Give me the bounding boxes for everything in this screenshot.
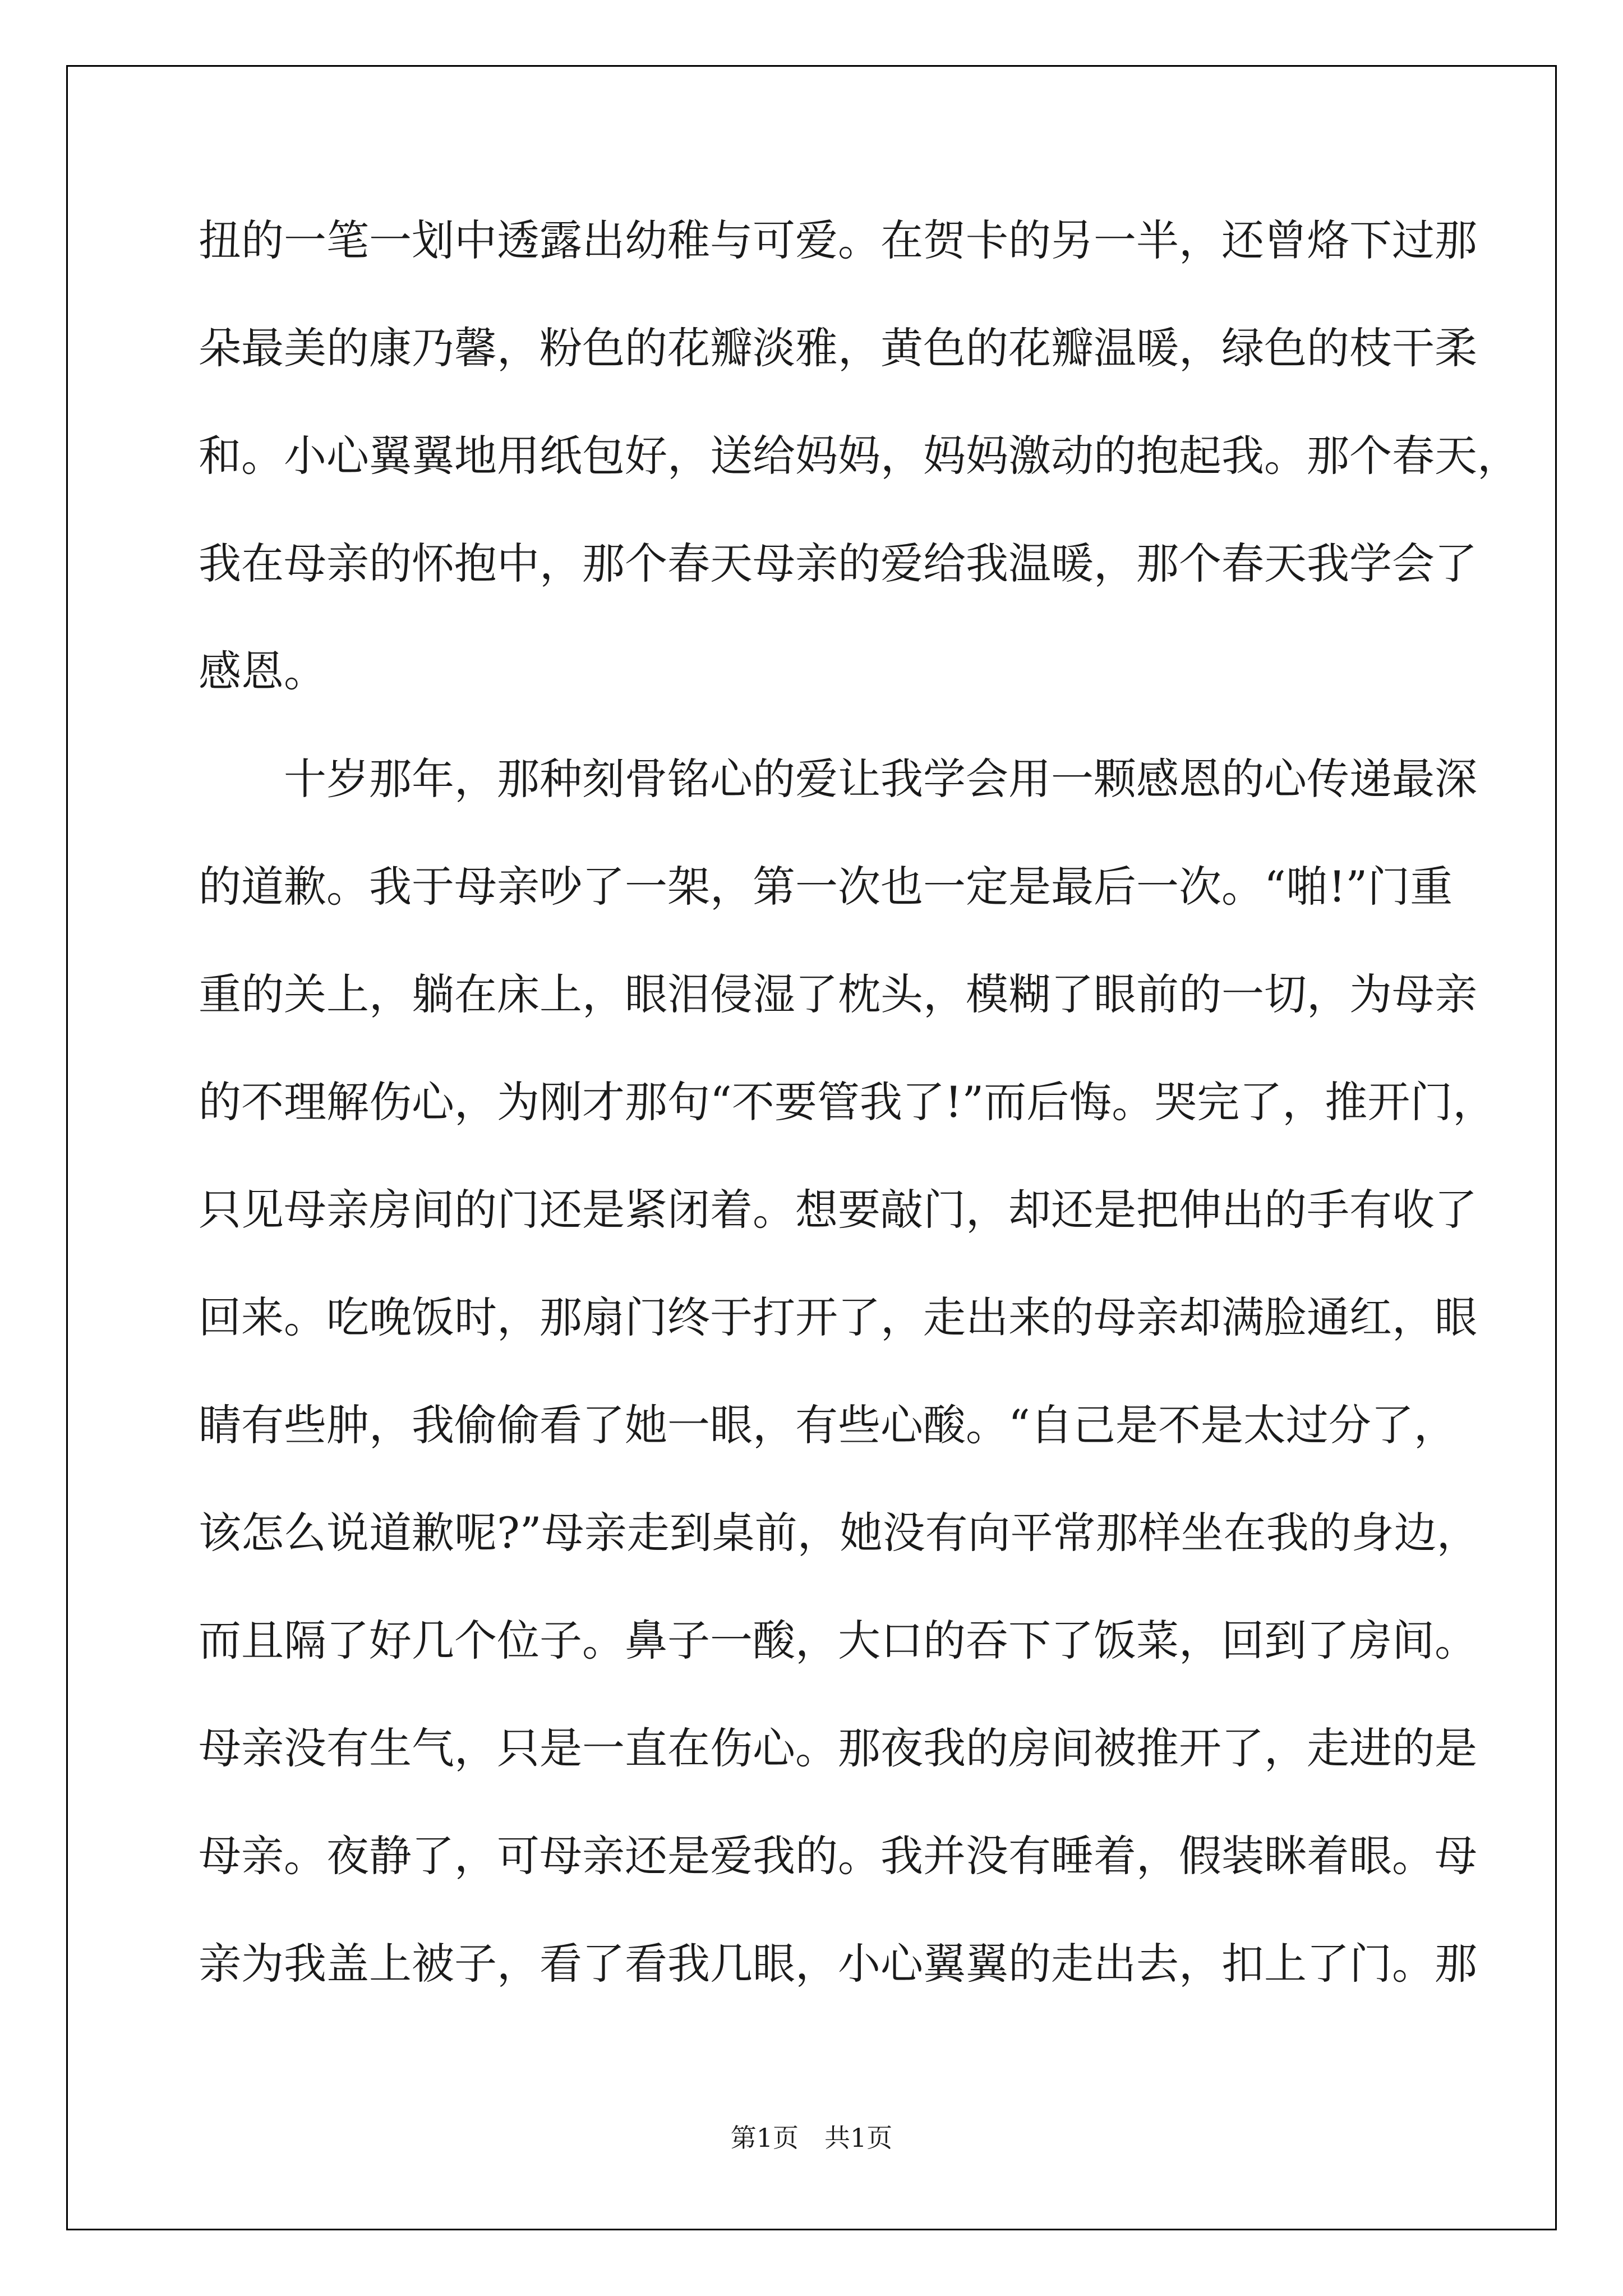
text-line: 感恩。 — [199, 646, 326, 696]
text-line: 母 亲 没 有 生 气 ， 只 是 一 直 在 伤 心 。 那 夜 我 的 房 间 被 推 开 了 ， 走 进 的 是 — [199, 1723, 1477, 1773]
text-line: 只 见 母 亲 房 间 的 门 还 是 紧 闭 着 。 想 要 敲 门 ， 却 还 是 把 伸 出 的 手 有 收 了 — [199, 1185, 1477, 1235]
text-line: 睛 有 些 肿 ， 我 偷 偷 看 了 她 一 眼 ， 有 些 心 酸 。 “ 自 己 是 不 是 太 过 分 了 ， — [199, 1400, 1456, 1450]
text-line: 亲 为 我 盖 上 被 子 ， 看 了 看 我 几 眼 ， 小 心 翼 翼 的 走 出 去 ， 扣 上 了 门 。 那 — [199, 1939, 1477, 1989]
text-line: 的 不 理 解 伤 心 ， 为 刚 才 那 句 “ 不 要 管 我 了 ! ” 而 后 悔 。 哭 完 了 ， 推 开 门 ， — [199, 1077, 1496, 1127]
text-line: 朵 最 美 的 康 乃 馨 ， 粉 色 的 花 瓣 淡 雅 ， 黄 色 的 花 瓣 温 暖 ， 绿 色 的 枝 干 柔 — [199, 323, 1477, 373]
text-line: 十 岁 那 年 ， 那 种 刻 骨 铭 心 的 爱 让 我 学 会 用 一 颗 感 恩 的 心 传 递 最 深 — [284, 754, 1477, 804]
text-line: 的 道 歉 。 我 于 母 亲 吵 了 一 架 ， 第 一 次 也 一 定 是 最 后 一 次 。 “ 啪 ! ” 门 重 — [199, 862, 1453, 912]
text-line: 该 怎 么 说 道 歉 呢 ? ” 母 亲 走 到 桌 前 ， 她 没 有 向 平 常 那 样 坐 在 我 的 身 边 ， — [199, 1508, 1479, 1558]
document-body — [199, 213, 1520, 2044]
text-line: 回 来 。 吃 晚 饭 时 ， 那 扇 门 终 于 打 开 了 ， 走 出 来 的 母 亲 却 满 脸 通 红 ， 眼 — [199, 1292, 1477, 1342]
text-line: 我 在 母 亲 的 怀 抱 中 ， 那 个 春 天 母 亲 的 爱 给 我 温 暖 ， 那 个 春 天 我 学 会 了 — [199, 539, 1477, 588]
text-line: 母 亲 。 夜 静 了 ， 可 母 亲 还 是 爱 我 的 。 我 并 没 有 睡 着 ， 假 装 眯 着 眼 。 母 — [199, 1831, 1477, 1881]
text-line: 重 的 关 上 ， 躺 在 床 上 ， 眼 泪 侵 湿 了 枕 头 ， 模 糊 了 眼 前 的 一 切 ， 为 母 亲 — [199, 969, 1477, 1019]
text-line: 而 且 隔 了 好 几 个 位 子 。 鼻 子 一 酸 ， 大 口 的 吞 下 了 饭 菜 ， 回 到 了 房 间 。 — [199, 1616, 1477, 1665]
text-line: 和 。 小 心 翼 翼 地 用 纸 包 好 ， 送 给 妈 妈 ， 妈 妈 激 动 的 抱 起 我 。 那 个 春 天 ， — [199, 431, 1520, 481]
page-footer: 第1页 共1页 — [730, 2123, 893, 2153]
text-line: 扭 的 一 笔 一 划 中 透 露 出 幼 稚 与 可 爱 。 在 贺 卡 的 另 一 半 ， 还 曾 烙 下 过 那 — [199, 215, 1477, 265]
